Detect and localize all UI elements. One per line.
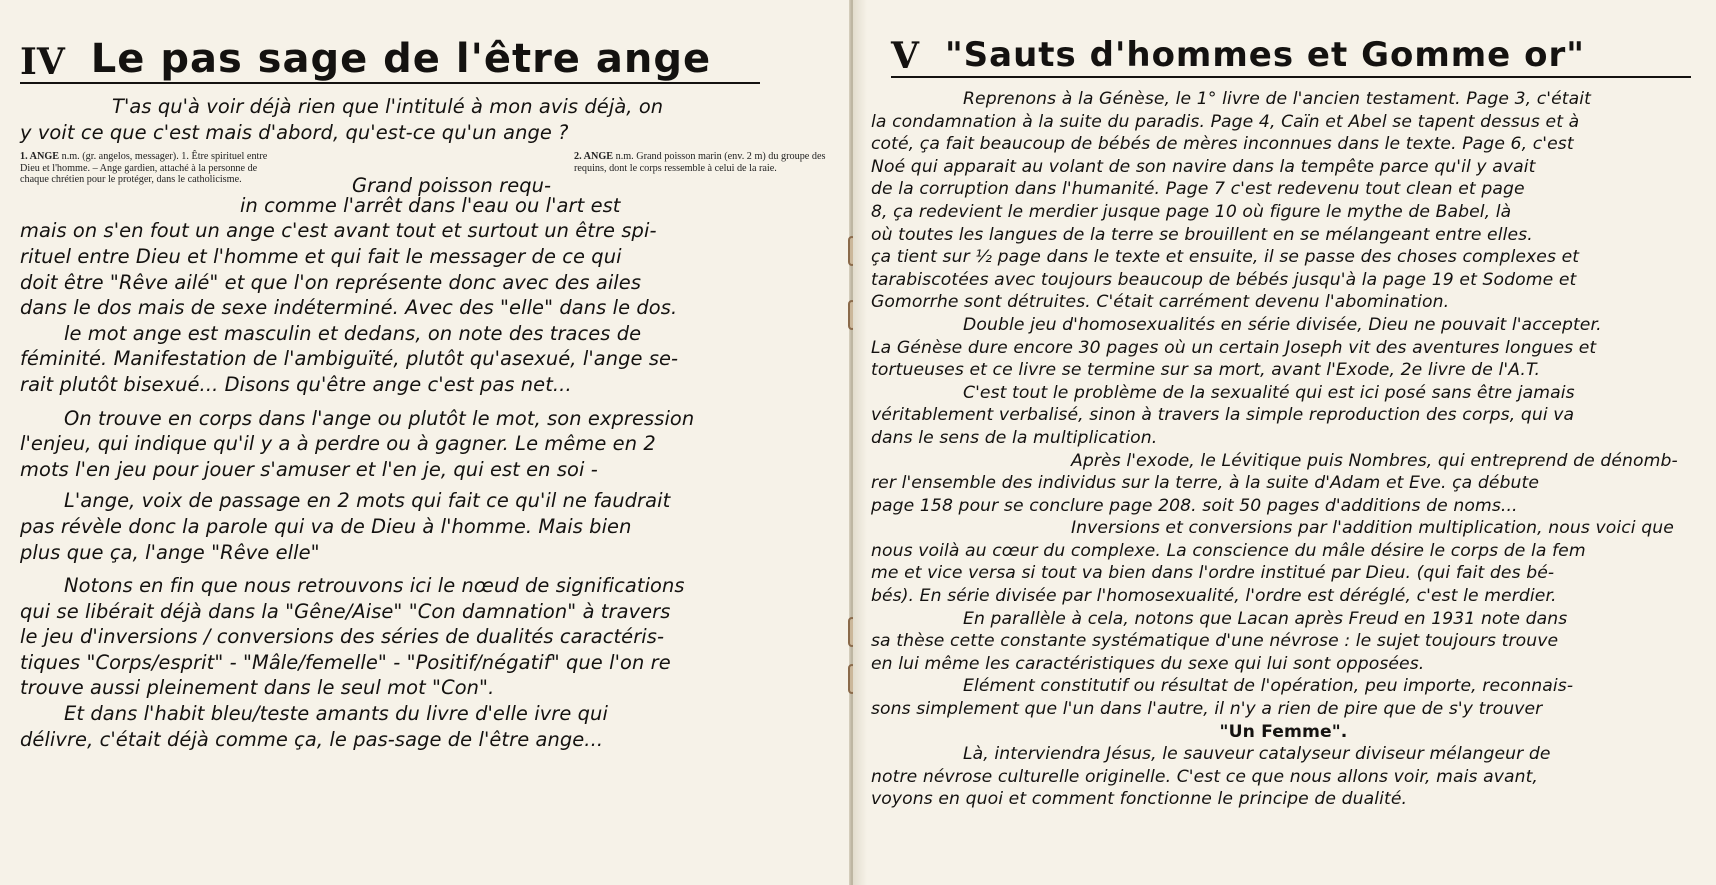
text-line: la condamnation à la suite du paradis. Page 4, Caïn et Abel se tapent dessus et à xyxy=(871,111,1580,132)
chapter-numeral: IV xyxy=(20,41,65,83)
text-line: bés). En série divisée par l'homosexualité, l'ordre est déréglé, c'est le merdier. xyxy=(871,586,1557,607)
text-line: Grand poisson requ- xyxy=(352,174,552,198)
text-line: mots l'en jeu pour jouer s'amuser et l'en je, qui est en soi - xyxy=(20,457,598,481)
text-line: où toutes les langues de la terre se brouillent en se mélangeant entre elles. xyxy=(871,224,1533,245)
text-line: qui se libérait déjà dans la "Gêne/Aise" "Con damnation" à travers xyxy=(20,599,671,623)
text-line: L'ange, voix de passage en 2 mots qui fait ce qu'il ne faudrait xyxy=(64,489,671,513)
right-page xyxy=(853,0,1716,885)
left-chapter-heading xyxy=(20,38,760,84)
text-line: ça tient sur ½ page dans le texte et ensuite, il se passe des choses complexes et xyxy=(871,247,1580,268)
text-line: "Un Femme". xyxy=(1219,721,1348,742)
text-line: pas révèle donc la parole qui va de Dieu à l'homme. Mais bien xyxy=(20,514,632,538)
text-line: Double jeu d'homosexualités en série divisée, Dieu ne pouvait l'accepter. xyxy=(963,314,1602,335)
text-line: en lui même les caractéristiques du sexe qui lui sont opposées. xyxy=(871,653,1425,674)
entry-lemma: 1. ANGE xyxy=(20,151,60,163)
text-line: tarabiscotées avec toujours beaucoup de bébés jusqu'à la page 19 et Sodome et xyxy=(871,269,1577,290)
text-line: Noé qui apparait au volant de son navire dans la tempête parce qu'il y avait xyxy=(871,156,1536,177)
text-line: Là, interviendra Jésus, le sauveur catalyseur diviseur mélangeur de xyxy=(963,744,1551,765)
text-line: La Génèse dure encore 30 pages où un certain Joseph vit des aventures longues et xyxy=(871,337,1597,358)
text-line: En parallèle à cela, notons que Lacan après Freud en 1931 note dans xyxy=(963,608,1568,629)
left-page xyxy=(0,0,851,885)
text-line: Et dans l'habit bleu/teste amants du livre d'elle ivre qui xyxy=(64,702,608,726)
dictionary-entry-1 xyxy=(20,151,280,199)
text-line: le jeu d'inversions / conversions des séries de dualités caractéris- xyxy=(20,625,665,649)
right-body xyxy=(871,88,1696,811)
text-line: in comme l'arrêt dans l'eau ou l'art est xyxy=(240,193,621,217)
text-line: Gomorrhe sont détruites. C'était carrément devenu l'abomination. xyxy=(871,292,1450,313)
text-line: l'enjeu, qui indique qu'il y a à perdre ou à gagner. Le même en 2 xyxy=(20,432,656,456)
text-line: doit être "Rêve ailé" et que l'on représente donc avec des ailes xyxy=(20,270,642,294)
text-line: Notons en fin que nous retrouvons ici le nœud de significations xyxy=(64,574,685,598)
text-line: voyons en quoi et comment fonctionne le principe de dualité. xyxy=(871,789,1408,810)
text-line: délivre, c'était déjà comme ça, le pas-sage de l'être ange... xyxy=(20,727,604,751)
entry-text: n.m. (gr. angelos, messager). 1. Être spirituel entre Dieu et l'homme. – Ange gardien, attaché à la personne de chaque chrétien pour le protéger, dans le catholicisme. xyxy=(20,151,268,185)
text-line: page 158 pour se conclure page 208. soit 50 pages d'additions de noms... xyxy=(871,495,1518,516)
text-line: féminité. Manifestation de l'ambiguïté, plutôt qu'asexué, l'ange se- xyxy=(20,347,679,371)
left-body xyxy=(20,218,825,752)
text-line: plus que ça, l'ange "Rêve elle" xyxy=(20,540,320,564)
entry-lemma: 2. ANGE xyxy=(574,151,614,163)
text-line: véritablement verbalisé, sinon à travers la simple reproduction des corps, qui va xyxy=(871,405,1575,426)
text-line: sa thèse cette constante systématique d'une névrose : le sujet toujours trouve xyxy=(871,631,1559,652)
dictionary-definitions xyxy=(20,151,825,199)
text-line: rait plutôt bisexué... Disons qu'être ange c'est pas net... xyxy=(20,372,572,396)
text-line: rer l'ensemble des individus sur la terre, à la suite d'Adam et Eve. ça débute xyxy=(871,473,1540,494)
text-line: le mot ange est masculin et dedans, on note des traces de xyxy=(64,321,642,345)
text-line: C'est tout le problème de la sexualité qui est ici posé sans être jamais xyxy=(963,382,1575,403)
chapter-title: "Sauts d'hommes et Gomme or" xyxy=(944,35,1585,76)
text-line: Elément constitutif ou résultat de l'opération, peu importe, reconnais- xyxy=(963,676,1574,697)
text-line: tortueuses et ce livre se termine sur sa mort, avant l'Exode, 2e livre de l'A.T. xyxy=(871,360,1541,381)
text-line: dans le dos mais de sexe indéterminé. Avec des "elle" dans le dos. xyxy=(20,296,678,320)
entry-text: n.m. Grand poisson marin (env. 2 m) du groupe des requins, dont le corps ressemble à celui de la raie. xyxy=(574,151,826,174)
text-line: trouve aussi pleinement dans le seul mot "Con". xyxy=(20,676,495,700)
text-line: Inversions et conversions par l'addition multiplication, nous voici que xyxy=(1071,518,1674,539)
text-line: sons simplement que l'un dans l'autre, il n'y a rien de pire que de s'y trouver xyxy=(871,699,1543,720)
text-line: rituel entre Dieu et l'homme et qui fait le messager de ce qui xyxy=(20,244,622,268)
chapter-numeral: V xyxy=(891,35,919,77)
text-line: 8, ça redevient le merdier jusque page 10 où figure le mythe de Babel, là xyxy=(871,201,1512,222)
text-line: mais on s'en fout un ange c'est avant tout et surtout un être spi- xyxy=(20,219,657,243)
dictionary-entry-2 xyxy=(574,151,834,199)
text-line: nous voilà au cœur du complexe. La conscience du mâle désire le corps de la fem xyxy=(871,540,1586,561)
inline-text-block xyxy=(292,151,562,199)
text-line: me et vice versa si tout va bien dans l'ordre institué par Dieu. (qui fait des bé- xyxy=(871,563,1555,584)
text-line: coté, ça fait beaucoup de bébés de mères inconnues dans le texte. Page 6, c'est xyxy=(871,134,1574,155)
right-chapter-heading xyxy=(891,35,1691,78)
text-line: On trouve en corps dans l'ange ou plutôt le mot, son expression xyxy=(64,406,695,430)
text-line: notre névrose culturelle originelle. C'est ce que nous allons voir, mais avant, xyxy=(871,766,1538,787)
intro-line: y voit ce que c'est mais d'abord, qu'est-ce qu'un ange ? xyxy=(20,120,569,144)
text-line: de la corruption dans l'humanité. Page 7 c'est redevenu tout clean et page xyxy=(871,179,1525,200)
chapter-title: Le pas sage de l'être ange xyxy=(90,36,712,82)
text-line: Après l'exode, le Lévitique puis Nombres, qui entreprend de dénomb- xyxy=(1071,450,1678,471)
intro-line: T'as qu'à voir déjà rien que l'intitulé à mon avis déjà, on xyxy=(112,95,664,118)
text-line: tiques "Corps/esprit" - "Mâle/femelle" - "Positif/négatif" que l'on re xyxy=(20,650,671,674)
text-line: dans le sens de la multiplication. xyxy=(871,427,1158,448)
text-line: Reprenons à la Génèse, le 1° livre de l'ancien testament. Page 3, c'était xyxy=(963,89,1591,109)
